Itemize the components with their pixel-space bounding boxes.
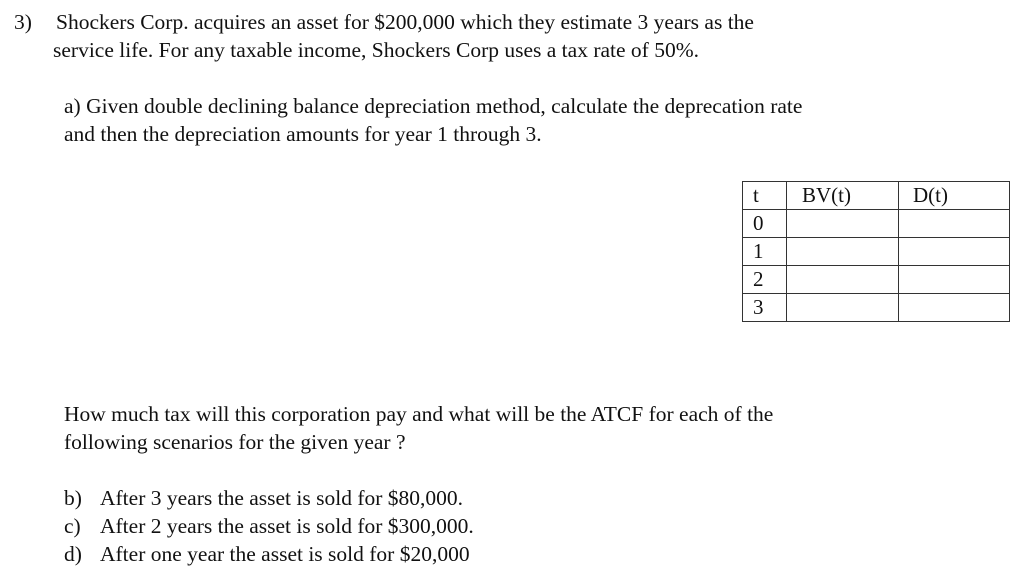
part-a-text-line-1: a) Given double declining balance depreciation method, calculate the deprecation rate bbox=[64, 94, 803, 118]
scenario-c-label: c) bbox=[64, 514, 81, 538]
cell-bv bbox=[787, 210, 899, 238]
table-row bbox=[743, 294, 1010, 322]
scenario-b-label: b) bbox=[64, 486, 82, 510]
scenario-d-text: After one year the asset is sold for $20,000 bbox=[100, 542, 470, 566]
tax-question-line-2: following scenarios for the given year ? bbox=[64, 430, 406, 454]
cell-d bbox=[899, 238, 1010, 266]
scenario-d-label: d) bbox=[64, 542, 82, 566]
question-text-line-2: service life. For any taxable income, Shockers Corp uses a tax rate of 50%. bbox=[53, 38, 699, 62]
table-header-row bbox=[743, 182, 1010, 210]
cell-d bbox=[899, 294, 1010, 322]
part-a-text-line-2: and then the depreciation amounts for year 1 through 3. bbox=[64, 122, 542, 146]
cell-t: 3 bbox=[743, 294, 787, 322]
column-header-bv: BV(t) bbox=[787, 182, 899, 210]
table-row bbox=[743, 238, 1010, 266]
scenario-b-text: After 3 years the asset is sold for $80,000. bbox=[100, 486, 464, 510]
column-header-d: D(t) bbox=[899, 182, 1010, 210]
cell-d bbox=[899, 266, 1010, 294]
question-number: 3) bbox=[14, 10, 32, 34]
cell-t: 1 bbox=[743, 238, 787, 266]
depreciation-table bbox=[742, 181, 1010, 322]
column-header-t: t bbox=[743, 182, 787, 210]
cell-bv bbox=[787, 238, 899, 266]
table-row bbox=[743, 266, 1010, 294]
cell-t: 2 bbox=[743, 266, 787, 294]
cell-bv bbox=[787, 266, 899, 294]
tax-question-line-1: How much tax will this corporation pay and what will be the ATCF for each of the bbox=[64, 402, 774, 426]
scenario-c-text: After 2 years the asset is sold for $300,000. bbox=[100, 514, 474, 538]
cell-t: 0 bbox=[743, 210, 787, 238]
question-text-line-1: Shockers Corp. acquires an asset for $200,000 which they estimate 3 years as the bbox=[56, 10, 754, 34]
cell-d bbox=[899, 210, 1010, 238]
cell-bv bbox=[787, 294, 899, 322]
table-row bbox=[743, 210, 1010, 238]
